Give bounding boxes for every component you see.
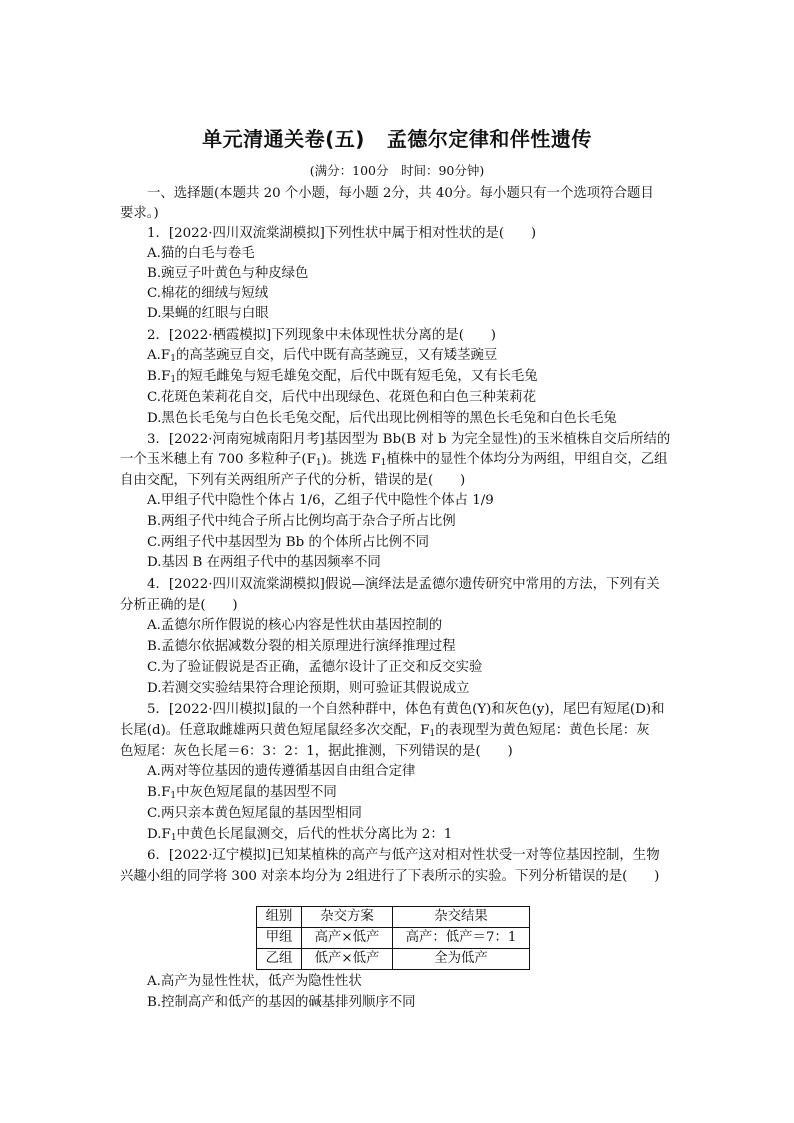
question-3-option-d: D.基因 B 在两组子代中的基因频率不同 [147, 555, 381, 570]
title-unit: 单元清通关卷(五) [202, 127, 365, 151]
question-2-option-d: D.黑色长毛兔与白色长毛兔交配，后代出现比例相等的黑色长毛兔和白色长毛兔 [147, 411, 617, 426]
question-6-option-a: A.高产为显性性状，低产为隐性性状 [147, 974, 362, 989]
question-4-option-c: C.为了验证假说是否正确，孟德尔设计了正交和反交实验 [147, 660, 483, 675]
question-5-option-b: $B.F_1$中灰色短尾鼠的基因型不同 [147, 785, 337, 801]
table-cell: 乙组 [257, 949, 302, 970]
question-2-option-b: $B.F_1$的短毛雌兔与短毛雄兔交配，后代中既有短毛兔，又有长毛兔 [147, 369, 538, 385]
question-5-option-a: A.两对等位基因的遗传遵循基因自由组合定律 [147, 764, 416, 779]
question-3-option-c: C.两组子代中基因型为 Bb 的个体所占比例不同 [147, 535, 429, 550]
question-1-stem: 1．[2022·四川双流棠湖模拟]下列性状中属于相对性状的是( ) [147, 226, 537, 241]
question-5-option-d: $D.F_1$中黄色长尾鼠测交，后代的性状分离比为 2：1 [147, 827, 453, 843]
question-5-stem-line2: 长尾(d)。任意取雌雄两只黄色短尾鼠经多次交配，$F_1$的表现型为黄色短尾：黄色长尾：灰 [120, 723, 650, 739]
section-heading-cont: 要求。) [120, 206, 159, 221]
title-topic: 孟德尔定律和伴性遗传 [386, 127, 592, 151]
question-4-option-b: B.孟德尔依据减数分裂的相关原理进行演绎推理过程 [147, 639, 456, 654]
question-3-stem-line3: 自由交配，下列有关两组所产子代的分析，错误的是( ) [120, 473, 466, 488]
question-3-option-b: B.两组子代中纯合子所占比例均高于杂合子所占比例 [147, 514, 456, 529]
question-5-option-c: C.两只亲本黄色短尾鼠的基因型相同 [147, 806, 362, 821]
question-3-stem-line2: 一个玉米穗上有 700 多粒种子$(F_1)$。挑选 $F_1$植株中的显性个体均分为两组，甲组自交，乙组 [120, 452, 668, 468]
question-4-option-a: A.孟德尔所作假说的核心内容是性状由基因控制的 [147, 618, 443, 633]
question-6-stem-line2: 兴趣小组的同学将 300 对亲本均分为 2组进行了下表所示的实验。下列分析错误的是( ) [120, 869, 660, 884]
table-cell: 高产×低产 [302, 928, 393, 949]
exam-info: (满分：100分 时间：90分钟) [309, 163, 485, 178]
question-1-option-d: D.果蝇的红眼与白眼 [147, 306, 269, 321]
experiment-table [256, 906, 530, 970]
table-cell: 低产×低产 [302, 949, 393, 970]
table-header-cell: 杂交结果 [393, 907, 530, 928]
question-2-option-a: $A.F_1$的高茎豌豆自交，后代中既有高茎豌豆，又有矮茎豌豆 [147, 348, 498, 364]
question-1-option-c: C.棉花的细绒与短绒 [147, 286, 269, 301]
question-4-stem: 4．[2022·四川双流棠湖模拟]假说—演绎法是孟德尔遗传研究中常用的方法，下列有关 [147, 577, 660, 592]
table-header-cell: 组别 [257, 907, 302, 928]
table-row [257, 949, 530, 970]
table-header-cell: 杂交方案 [302, 907, 393, 928]
question-2-stem: 2．[2022·栖霞模拟]下列现象中未体现性状分离的是( ) [147, 328, 496, 343]
question-6-stem: 6．[2022·辽宁模拟]已知某植株的高产与低产这对相对性状受一对等位基因控制，生物 [147, 848, 660, 863]
table-row [257, 928, 530, 949]
question-5-stem-line3: 色短尾：灰色长尾＝6：3：2：1，据此推测，下列错误的是( ) [120, 744, 513, 759]
question-2-option-c: C.花斑色茉莉花自交，后代中出现绿色、花斑色和白色三种茉莉花 [147, 390, 536, 405]
table-header-row [257, 907, 530, 928]
question-3-option-a: A.甲组子代中隐性个体占 1/6，乙组子代中隐性个体占 1/9 [147, 493, 494, 508]
table-cell: 全为低产 [393, 949, 530, 970]
table-cell: 甲组 [257, 928, 302, 949]
question-3-stem: 3．[2022·河南宛城南阳月考]基因型为 Bb(B 对 b 为完全显性)的玉米植株自交后所结的 [147, 432, 671, 447]
table-cell: 高产：低产＝7：1 [393, 928, 530, 949]
question-1-option-a: A.猫的白毛与卷毛 [147, 246, 255, 261]
question-4-option-d: D.若测交实验结果符合理论预期，则可验证其假说成立 [147, 681, 470, 696]
question-6-option-b: B.控制高产和低产的基因的碱基排列顺序不同 [147, 995, 416, 1010]
page-title [0, 123, 794, 152]
section-heading: 一、选择题(本题共 20 个小题，每小题 2分，共 40分。每小题只有一个选项符合题目 [147, 186, 654, 201]
question-1-option-b: B.豌豆子叶黄色与种皮绿色 [147, 266, 309, 281]
question-5-stem: 5．[2022·四川模拟]鼠的一个自然种群中，体色有黄色(Y)和灰色(y)，尾巴有短尾(D)和 [147, 702, 665, 717]
question-4-stem-line2: 分析正确的是( ) [120, 598, 238, 613]
